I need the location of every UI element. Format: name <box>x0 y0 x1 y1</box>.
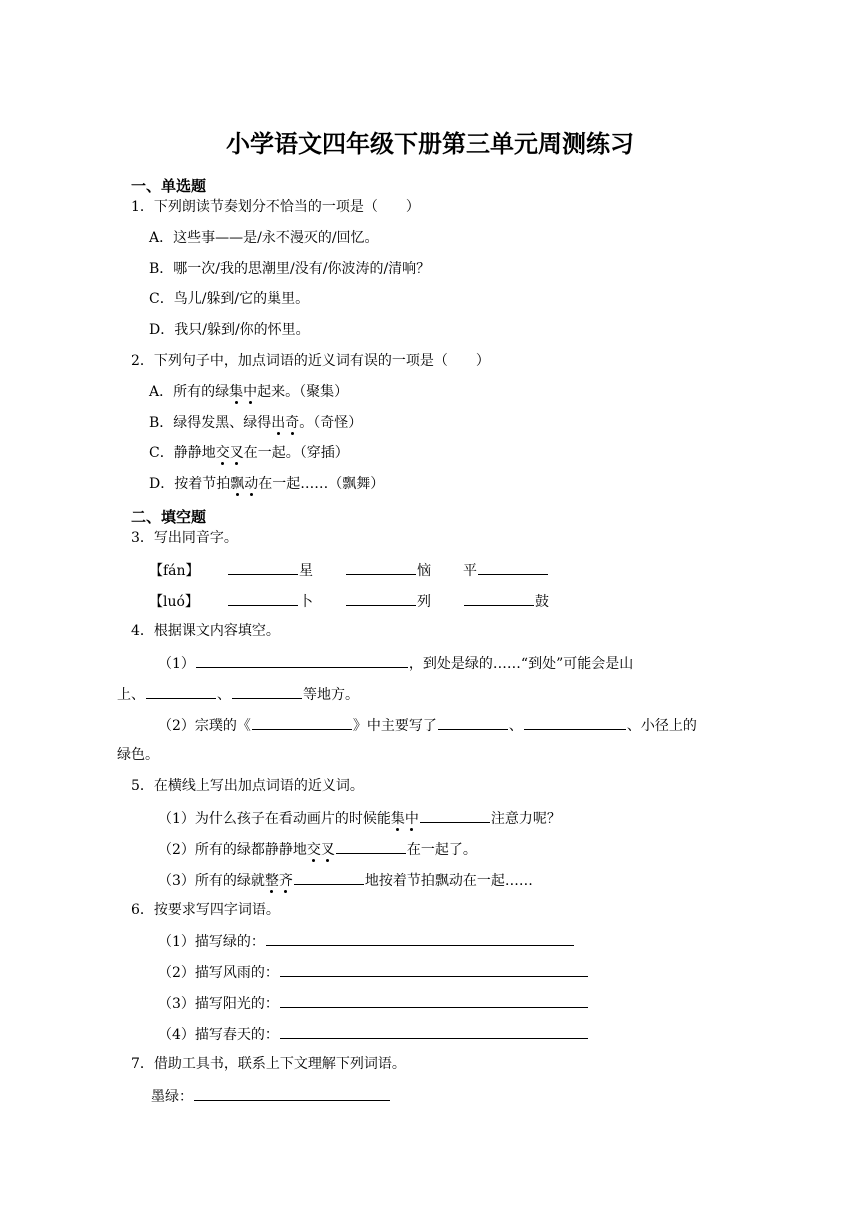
answer-blank[interactable] <box>280 992 588 1008</box>
question-6-item-1 <box>158 930 575 950</box>
char-suffix: 鼓 <box>535 594 549 610</box>
question-5-sentence-3 <box>158 869 533 889</box>
dotted-char: 整 <box>264 873 279 889</box>
char-suffix: 星 <box>299 563 313 579</box>
option-text: C．静静地 <box>149 445 216 461</box>
dotted-char: 叉 <box>229 445 244 461</box>
dotted-char: 飘 <box>230 476 245 492</box>
question-3-row-luo <box>149 590 549 610</box>
part-number: （1） <box>158 656 195 672</box>
part-text: 等地方。 <box>303 687 359 703</box>
dotted-char: 集 <box>229 384 244 400</box>
question-4-part-1-continued <box>117 683 359 703</box>
option-text: B．绿得发黑、绿得 <box>149 415 272 431</box>
option-text: 在一起。（穿插） <box>243 445 349 461</box>
answer-blank[interactable] <box>524 714 626 730</box>
part-text: 、小径上的 <box>626 718 697 734</box>
option-text: 。（奇怪） <box>299 415 363 431</box>
sentence-text: 注意力呢？ <box>490 811 561 827</box>
dotted-char: 交 <box>306 842 321 858</box>
answer-blank[interactable] <box>228 590 298 606</box>
question-3-stem: 3．写出同音字。 <box>131 530 238 546</box>
answer-blank[interactable] <box>478 559 548 575</box>
item-label: 墨绿： <box>151 1089 193 1105</box>
answer-blank[interactable] <box>280 1023 588 1039</box>
part-text: 、 <box>508 718 523 734</box>
question-3-row-fan <box>149 559 549 579</box>
answer-blank[interactable] <box>420 807 490 823</box>
answer-blank[interactable] <box>294 869 364 885</box>
pinyin-label: 【luó】 <box>149 594 199 610</box>
answer-blank[interactable] <box>194 1085 390 1101</box>
option-text: 起来。（聚集） <box>257 384 349 400</box>
answer-blank[interactable] <box>346 559 416 575</box>
dotted-char: 集 <box>390 811 405 827</box>
answer-blank[interactable] <box>146 683 216 699</box>
item-label: （2）描写风雨的： <box>158 965 279 981</box>
answer-blank[interactable] <box>336 838 406 854</box>
option-text: A．所有的绿 <box>149 384 230 400</box>
question-1-option-a: A．这些事——是/永不漫灭的/回忆。 <box>149 230 379 246</box>
sentence-text: （2）所有的绿都静静地 <box>158 842 307 858</box>
question-4-part-2-continued: 绿色。 <box>117 747 159 763</box>
sentence-text: 在一起了。 <box>406 842 477 858</box>
option-text: 在一起……（飘舞） <box>258 476 385 492</box>
dotted-char: 齐 <box>278 873 293 889</box>
question-7-item <box>151 1085 391 1105</box>
dotted-char: 叉 <box>320 842 335 858</box>
part-text: ，到处是绿的……“到处”可能会是山 <box>408 656 634 672</box>
answer-blank[interactable] <box>438 714 508 730</box>
question-5-sentence-1 <box>158 807 561 827</box>
question-2-option-c <box>149 443 349 463</box>
dotted-char: 中 <box>404 811 419 827</box>
option-text: D．按着节拍 <box>149 476 231 492</box>
question-7-stem: 7．借助工具书，联系上下文理解下列词语。 <box>131 1056 406 1072</box>
char-suffix: 卜 <box>299 594 313 610</box>
part-text: 上、 <box>117 687 145 703</box>
section-heading-fill-in: 二、填空题 <box>131 508 207 526</box>
item-label: （1）描写绿的： <box>158 934 265 950</box>
question-1-option-b: B．哪一次/我的思潮里/没有/你波涛的/清响？ <box>149 261 431 277</box>
sentence-text: 地按着节拍飘动在一起…… <box>364 873 533 889</box>
dotted-char: 动 <box>244 476 259 492</box>
question-5-sentence-2 <box>158 838 477 858</box>
question-1-stem: 1．下列朗读节奏划分不恰当的一项是（ ） <box>131 199 420 215</box>
answer-blank[interactable] <box>280 961 588 977</box>
item-label: （4）描写春天的： <box>158 1027 279 1043</box>
question-5-stem: 5．在横线上写出加点词语的近义词。 <box>131 778 364 794</box>
question-4-stem: 4．根据课文内容填空。 <box>131 623 280 639</box>
question-2-stem: 2．下列句子中，加点词语的近义词有误的一项是（ ） <box>131 353 490 369</box>
part-text: 》中主要写了 <box>352 718 437 734</box>
question-1-option-d: D．我只/躲到/你的怀里。 <box>149 322 310 338</box>
answer-blank[interactable] <box>196 652 408 668</box>
char-suffix: 列 <box>417 594 431 610</box>
question-6-item-2 <box>158 961 589 981</box>
item-label: （3）描写阳光的： <box>158 996 279 1012</box>
answer-blank[interactable] <box>464 590 534 606</box>
question-1-option-c: C．鸟儿/躲到/它的巢里。 <box>149 291 310 307</box>
sentence-text: （3）所有的绿就 <box>158 873 265 889</box>
question-6-item-4 <box>158 1023 589 1043</box>
char-suffix: 恼 <box>417 563 431 579</box>
sentence-text: （1）为什么孩子在看动画片的时候能 <box>158 811 391 827</box>
question-4-part-2 <box>158 714 697 734</box>
dotted-char: 奇 <box>285 415 300 431</box>
answer-blank[interactable] <box>346 590 416 606</box>
part-text: 、 <box>217 687 231 703</box>
question-2-option-a <box>149 382 348 402</box>
question-2-option-b <box>149 413 362 433</box>
dotted-char: 出 <box>271 415 286 431</box>
question-4-part-1 <box>158 652 633 672</box>
answer-blank[interactable] <box>228 559 298 575</box>
question-2-option-d <box>149 474 384 494</box>
question-6-stem: 6．按要求写四字词语。 <box>131 902 280 918</box>
char-prefix: 平 <box>463 563 477 579</box>
page-title: 小学语文四年级下册第三单元周测练习 <box>226 130 634 158</box>
dotted-char: 交 <box>215 445 230 461</box>
pinyin-label: 【fán】 <box>149 563 200 579</box>
answer-blank[interactable] <box>252 714 352 730</box>
question-6-item-3 <box>158 992 589 1012</box>
answer-blank[interactable] <box>232 683 302 699</box>
section-heading-single-choice: 一、单选题 <box>131 177 207 195</box>
answer-blank[interactable] <box>266 930 574 946</box>
part-text: （2）宗璞的《 <box>158 718 251 734</box>
dotted-char: 中 <box>243 384 258 400</box>
